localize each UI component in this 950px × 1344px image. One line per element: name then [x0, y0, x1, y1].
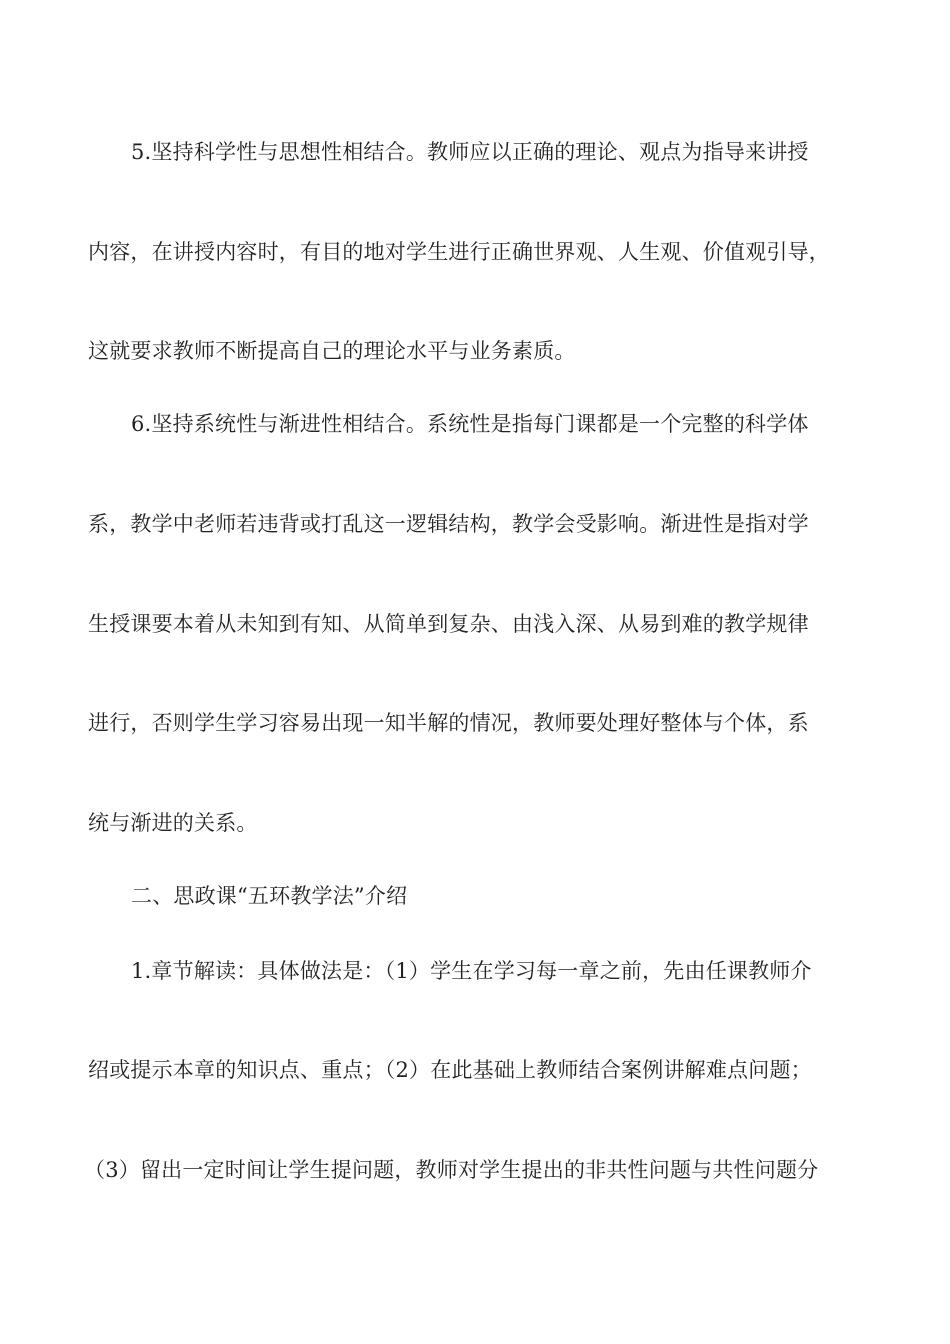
- paragraph-6-line-3: 生授课要本着从未知到有知、从简单到复杂、由浅入深、从易到难的教学规律: [88, 612, 809, 636]
- chapter-reading-line-1: 1.章节解读：具体做法是：（1）学生在学习每一章之前，先由任课教师介: [131, 959, 812, 983]
- chapter-reading-line-2: 绍或提示本章的知识点、重点；（2）在此基础上教师结合案例讲解难点问题；: [88, 1058, 812, 1082]
- chapter-reading-line-3: （3）留出一定时间让学生提问题，教师对学生提出的非共性问题与共性问题分: [84, 1158, 819, 1182]
- section-heading: 二、思政课“五环教学法”介绍: [131, 884, 408, 908]
- paragraph-5-line-1: 5.坚持科学性与思想性相结合。教师应以正确的理论、观点为指导来讲授: [131, 140, 809, 164]
- paragraph-6-line-5: 统与渐进的关系。: [88, 811, 258, 835]
- paragraph-6-line-4: 进行，否则学生学习容易出现一知半解的情况，教师要处理好整体与个体，系: [88, 711, 809, 735]
- paragraph-6-line-1: 6.坚持系统性与渐进性相结合。系统性是指每门课都是一个完整的科学体: [131, 412, 809, 436]
- paragraph-6-line-2: 系，教学中老师若违背或打乱这一逻辑结构，教学会受影响。渐进性是指对学: [88, 512, 809, 536]
- paragraph-5-line-2: 内容，在讲授内容时，有目的地对学生进行正确世界观、人生观、价值观引导，: [88, 240, 830, 264]
- paragraph-5-line-3: 这就要求教师不断提高自己的理论水平与业务素质。: [88, 339, 576, 363]
